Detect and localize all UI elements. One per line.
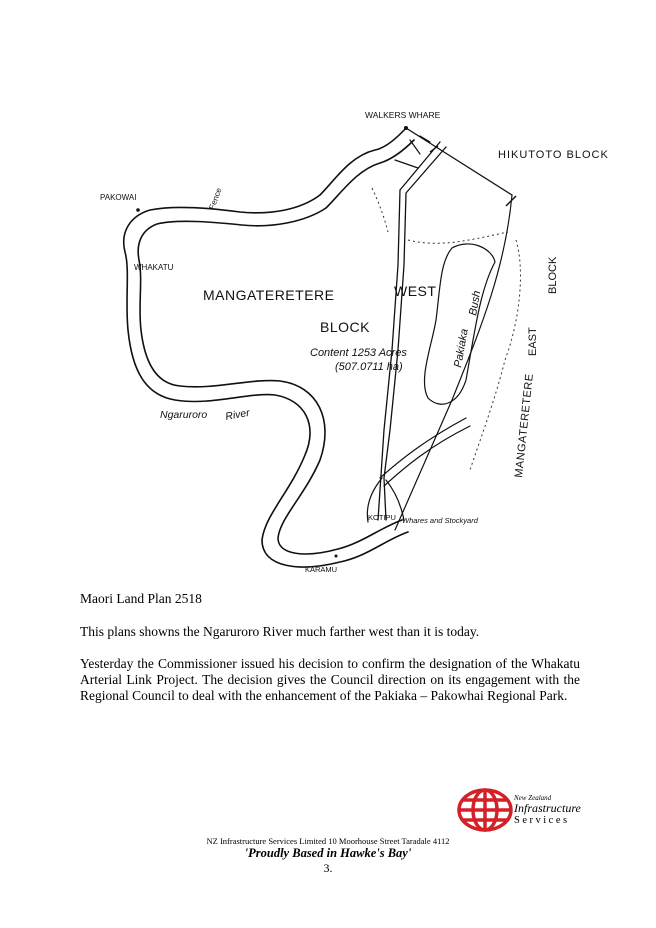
label-content: Content 1253 Acres: [310, 347, 407, 359]
whare-dot: [404, 126, 408, 130]
label-bush: Bush: [467, 289, 484, 317]
label-whares: Whares and Stockyard: [402, 516, 478, 525]
label-hectares: (507.0711 ha): [335, 361, 403, 373]
karamu-dot: [335, 555, 338, 558]
label-kotipu: KOTIPU: [368, 513, 396, 522]
footer-address: NZ Infrastructure Services Limited 10 Moorhouse Street Taradale 4112: [206, 836, 450, 846]
label-mangateretere-east: MANGATERETERE: [513, 372, 536, 479]
logo-wordmark: [514, 794, 581, 827]
block-boundary-north: [406, 128, 512, 195]
dotted-line-east: [470, 240, 520, 470]
label-fence: Fence: [207, 186, 224, 211]
label-pakowai: PAKOWAI: [100, 193, 137, 202]
label-east-block: BLOCK: [547, 256, 559, 294]
globe-icon: [459, 790, 511, 830]
label-karamu: KARAMU: [305, 565, 338, 574]
label-east: EAST: [527, 327, 539, 356]
pakowai-dot: [136, 208, 140, 212]
label-mangateretere: MANGATERETERE: [203, 287, 335, 303]
footer-tagline: 'Proudly Based in Hawke's Bay': [244, 846, 412, 860]
label-river: River: [224, 406, 251, 423]
label-west: WEST: [394, 283, 437, 299]
paragraph-river-note: This plans showns the Ngaruroro River much farther west than it is today.: [80, 624, 480, 639]
label-walkers-whare: WALKERS WHARE: [365, 110, 441, 120]
logo-services: Services: [514, 815, 570, 826]
logo-infrastructure: Infrastructure: [514, 801, 581, 815]
boundary-peg-n: [430, 146, 438, 152]
label-whakatu: WHAKATU: [134, 263, 174, 272]
paragraph-commissioner-decision: Yesterday the Commissioner issued his decision to confirm the designation of the Whakatu Arterial Link Project. The decision gives the Council direction on its engagement with the Regional Council to deal with the enhancement of the Pakiaka – Pakowhai Regional Park.: [80, 656, 580, 703]
dotted-line-north: [408, 232, 508, 243]
page-number: 3.: [323, 861, 333, 875]
road-line-a: [378, 142, 440, 520]
dotted-line-west: [372, 188, 388, 232]
label-pakiaka: Pakiaka: [452, 327, 471, 369]
track-southeast-a: [380, 418, 466, 478]
label-hikutoto: HIKUTOTO BLOCK: [498, 149, 609, 161]
label-ngaruroro: Ngaruroro: [160, 409, 208, 421]
label-block: BLOCK: [320, 319, 370, 335]
logo-new-zealand: New Zealand: [514, 794, 552, 802]
map-caption: Maori Land Plan 2518: [80, 591, 202, 606]
